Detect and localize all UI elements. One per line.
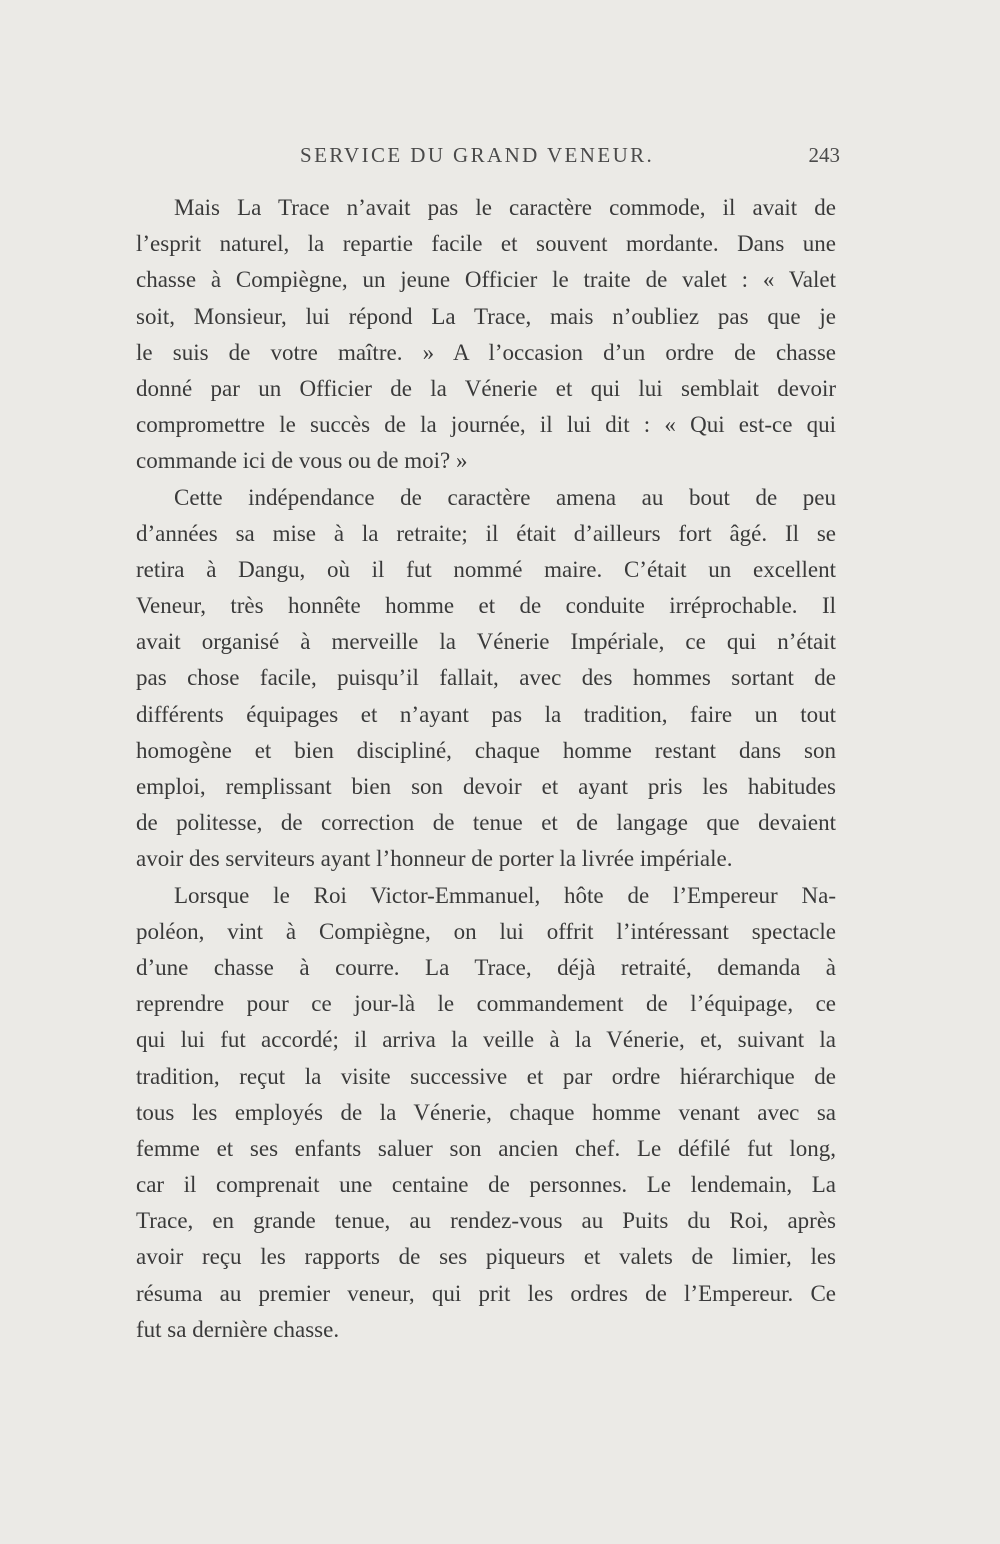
text-line: homogène et bien discipliné, chaque homme restant dans son [136, 737, 836, 763]
body-text [136, 190, 836, 1348]
text-line: tradition, reçut la visite successive et par ordre hiérarchique de [136, 1063, 836, 1089]
page-number: 243 [808, 143, 840, 167]
text-line: différents équipages et n’ayant pas la tradition, faire un tout [136, 701, 836, 727]
text-line: femme et ses enfants saluer son ancien chef. Le défilé fut long, [136, 1135, 836, 1161]
text-line: soit, Monsieur, lui répond La Trace, mais n’oubliez pas que je [136, 303, 836, 329]
running-title: SERVICE DU GRAND VENEUR. [300, 143, 655, 167]
text-line: le suis de votre maître. » A l’occasion d’un ordre de chasse [136, 339, 836, 365]
text-line: avoir des serviteurs ayant l’honneur de porter la livrée impériale. [136, 846, 733, 872]
text-line: avait organisé à merveille la Vénerie Impériale, ce qui n’était [136, 629, 836, 655]
text-line: l’esprit naturel, la repartie facile et souvent mordante. Dans une [136, 231, 836, 257]
text-line: d’années sa mise à la retraite; il était d’ailleurs fort âgé. Il se [136, 520, 836, 546]
text-line: reprendre pour ce jour-là le commandement de l’équipage, ce [136, 991, 836, 1017]
text-line: Cette indépendance de caractère amena au bout de peu [174, 484, 836, 510]
text-line: d’une chasse à courre. La Trace, déjà retraité, demanda à [136, 954, 836, 980]
paragraph [136, 480, 836, 878]
text-line: retira à Dangu, où il fut nommé maire. C’était un excellent [136, 556, 836, 582]
text-line: de politesse, de correction de tenue et de langage que devaient [136, 810, 836, 836]
text-line: pas chose facile, puisqu’il fallait, avec des hommes sortant de [136, 665, 836, 691]
text-line: compromettre le succès de la journée, il lui dit : « Qui est-ce qui [136, 412, 836, 438]
text-line: tous les employés de la Vénerie, chaque homme venant avec sa [136, 1099, 836, 1125]
paragraph [136, 878, 836, 1348]
text-line: chasse à Compiègne, un jeune Officier le traite de valet : « Valet [136, 267, 836, 293]
text-line: poléon, vint à Compiègne, on lui offrit l’intéressant spectacle [136, 918, 836, 944]
text-line: avoir reçu les rapports de ses piqueurs et valets de limier, les [136, 1244, 836, 1270]
text-line: résuma au premier veneur, qui prit les ordres de l’Empereur. Ce [136, 1280, 836, 1306]
text-line: Mais La Trace n’avait pas le caractère commode, il avait de [174, 195, 836, 220]
text-line: car il comprenait une centaine de personnes. Le lendemain, La [136, 1172, 836, 1198]
text-line: donné par un Officier de la Vénerie et qui lui semblait devoir [136, 375, 836, 401]
text-line: Trace, en grande tenue, au rendez-vous au Puits du Roi, après [136, 1208, 836, 1234]
text-line: emploi, remplissant bien son devoir et ayant pris les habitudes [136, 774, 836, 799]
text-line: Veneur, très honnête homme et de conduite irréprochable. Il [136, 593, 836, 619]
text-line: fut sa dernière chasse. [136, 1316, 340, 1342]
text-line: Lorsque le Roi Victor-Emmanuel, hôte de l’Empereur Na- [174, 882, 836, 908]
paragraph [136, 190, 836, 480]
text-line: commande ici de vous ou de moi? » [136, 448, 468, 474]
text-line: qui lui fut accordé; il arriva la veille à la Vénerie, et, suivant la [136, 1027, 836, 1053]
